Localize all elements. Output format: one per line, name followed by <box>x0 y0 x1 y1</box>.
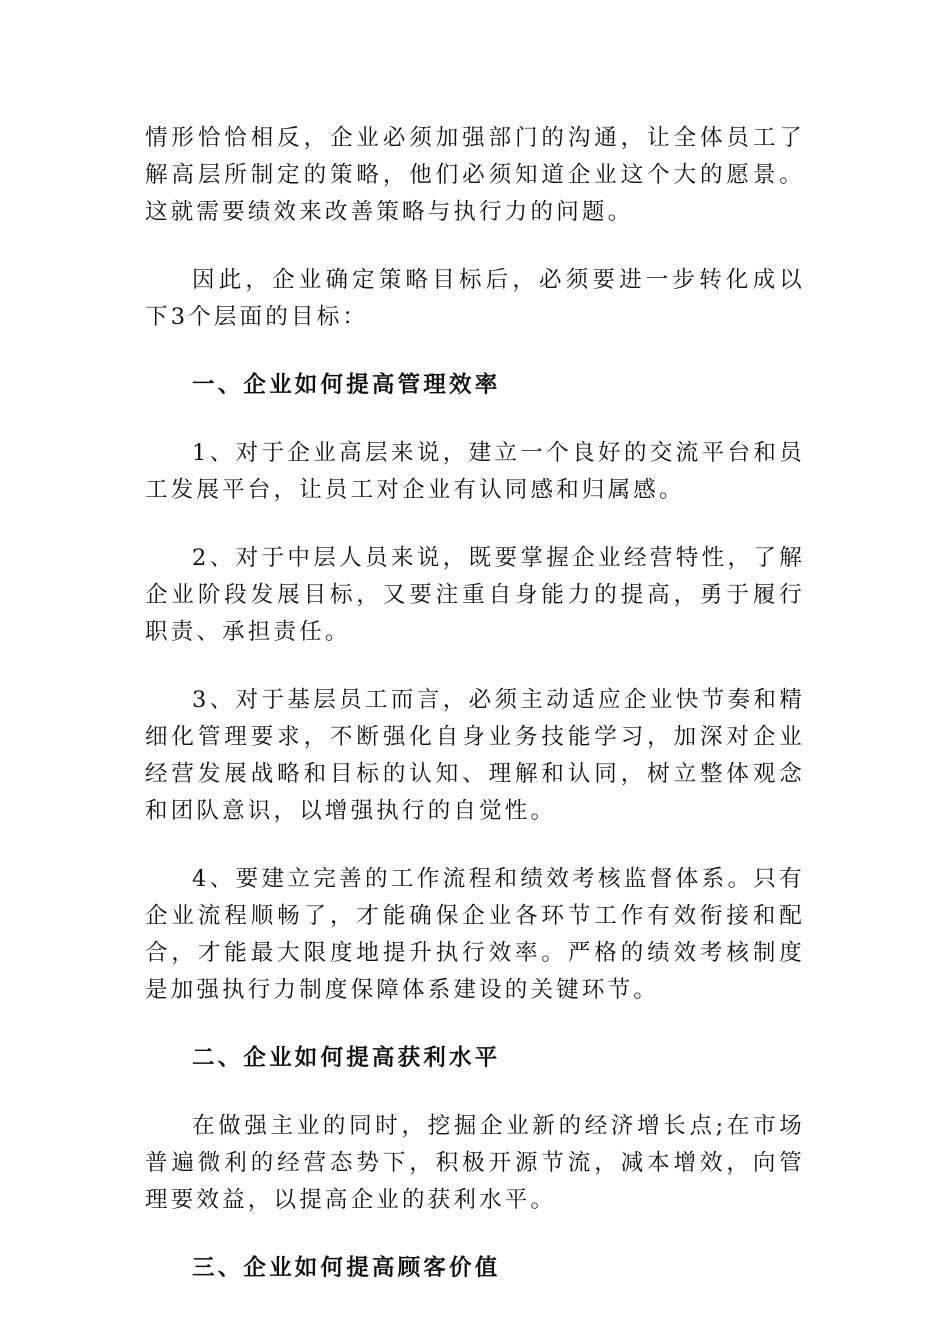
paragraph-point-1: 1、对于企业高层来说，建立一个良好的交流平台和员工发展平台，让员工对企业有认同感和归属感。 <box>145 440 805 503</box>
paragraph-strategy-communication: 情形恰恰相反，企业必须加强部门的沟通，让全体员工了解高层所制定的策略，他们必须知道企业这个大的愿景。这就需要绩效来改善策略与执行力的问题。 <box>145 125 805 225</box>
paragraph-three-levels: 因此，企业确定策略目标后，必须要进一步转化成以下3个层面的目标： <box>145 267 805 330</box>
paragraph-point-3: 3、对于基层员工而言，必须主动适应企业快节奏和精细化管理要求，不断强化自身业务技能学习，加深对企业经营发展战略和目标的认知、理解和认同，树立整体观念和团队意识，以增强执行的自觉性。 <box>145 687 805 824</box>
paragraph-point-4: 4、要建立完善的工作流程和绩效考核监督体系。只有企业流程顺畅了，才能确保企业各环节工作有效衔接和配合，才能最大限度地提升执行效率。严格的绩效考核制度是加强执行力制度保障体系建设的关键环节。 <box>145 866 805 1003</box>
document-page <box>145 120 805 1318</box>
heading-customer-value: 三、企业如何提高顾客价值 <box>192 1255 501 1281</box>
heading-management-efficiency: 一、企业如何提高管理效率 <box>192 372 501 398</box>
heading-profit-level: 二、企业如何提高获利水平 <box>192 1045 501 1071</box>
paragraph-profit: 在做强主业的同时，挖掘企业新的经济增长点;在市场普遍微利的经营态势下，积极开源节流，减本增效，向管理要效益，以提高企业的获利水平。 <box>145 1113 805 1213</box>
paragraph-point-2: 2、对于中层人员来说，既要掌握企业经营特性，了解企业阶段发展目标，又要注重自身能力的提高，勇于履行职责、承担责任。 <box>145 545 805 645</box>
